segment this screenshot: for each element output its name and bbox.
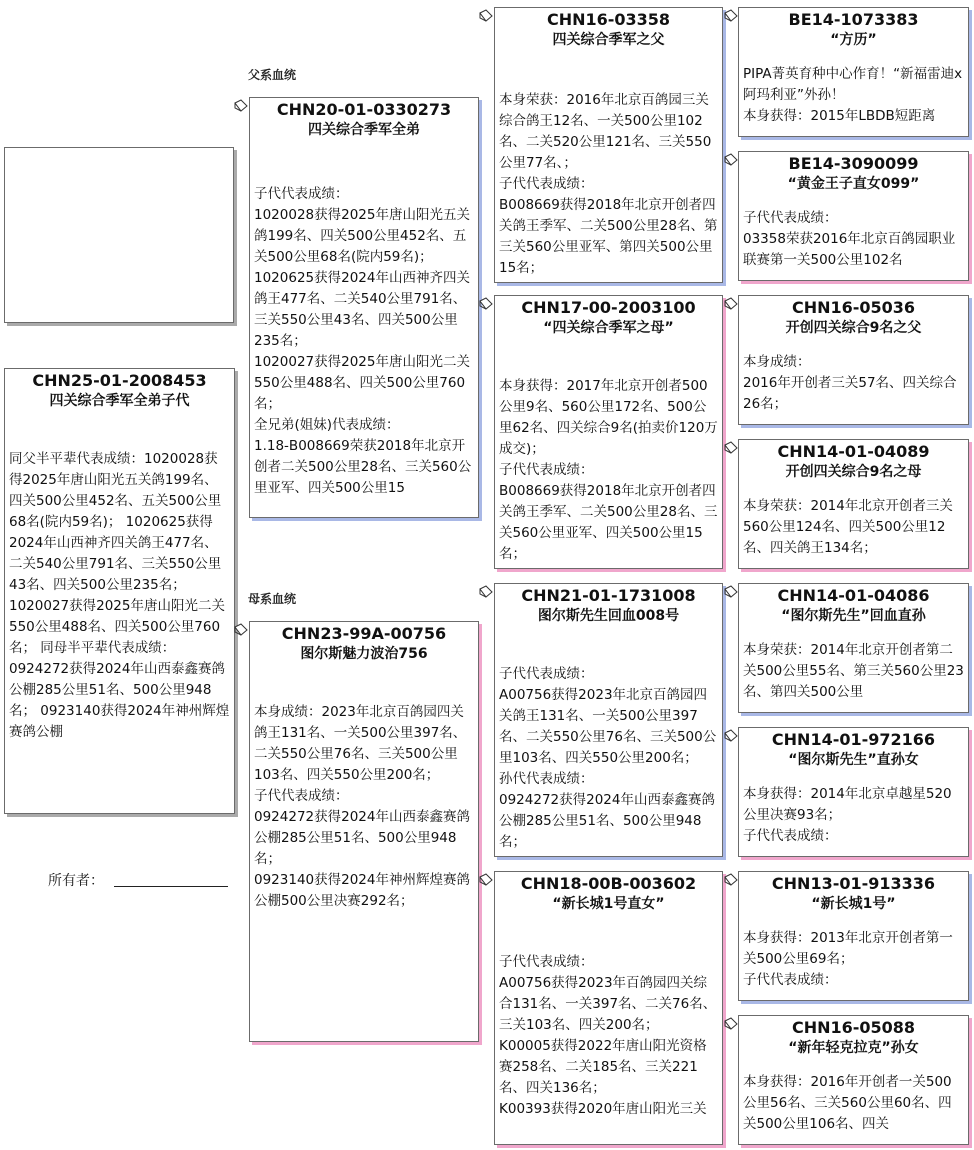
ring-number: CHN13-01-913336: [771, 874, 936, 893]
ring-number: CHN21-01-1731008: [521, 586, 696, 605]
record-text: 子代代表成绩： 1020028获得2025年唐山阳光五关鸽199名、四关500公里452名、五关500公里68名(院内59名)； 1020625获得2024年山西神齐四关鸽王477名、二关540公里791名、三关550公里43名、四关500公里235名； 1020027获得2025年唐山阳光二关550公里488名、四关500公里760名； 全兄弟(姐妹)代表成绩： 1.18-B008669荣获2018年北京开创者二关500公里28名、三关560公里亚军、四关500公里15: [254, 186, 472, 496]
pigeon-name: 图尔斯先生回血008号: [537, 608, 680, 624]
record-text: 本身成绩： 2016年开创者三关57名、四关综合26名；: [743, 354, 957, 412]
sire-sire-card: [494, 7, 723, 283]
dam-line-label: 母系血统: [248, 592, 297, 606]
subject-card: [4, 368, 235, 814]
dss-card: [738, 583, 969, 713]
edit-icon[interactable]: [478, 873, 494, 887]
record-text: 子代代表成绩： 03358荣获2016年北京百鸽园职业联赛第一关500公里102名: [743, 210, 956, 268]
pigeon-name: 四关综合季军全弟: [308, 122, 420, 138]
ring-number: CHN23-99A-00756: [281, 624, 447, 643]
dam-card: [249, 621, 479, 1042]
ring-number: CHN14-01-972166: [771, 730, 936, 749]
owner-line: [114, 886, 228, 887]
edit-icon[interactable]: [723, 9, 739, 23]
record-text: 本身荣获：2014年北京开创者三关560公里124名、四关500公里12名、四关鸽王134名；: [743, 498, 953, 556]
photo-frame: [4, 147, 234, 323]
record-text: 本身成绩：2023年北京百鸽园四关鸽王131名、一关500公里397名、二关550公里76名、三关500公里103名、四关550公里200名； 子代代表成绩： 0924272获得2024年山西泰鑫赛鸽公棚285公里51名、500公里948名； 0923140获得2024年神州辉煌赛鸽公棚500公里决赛292名；: [254, 704, 470, 909]
ring-number: CHN16-05088: [791, 1018, 916, 1037]
ring-number: CHN16-03358: [546, 10, 671, 29]
ring-number: CHN14-01-04086: [777, 586, 930, 605]
ssd-card: [738, 151, 969, 281]
owner-label: 所有者：: [48, 873, 104, 889]
pigeon-name: 图尔斯魅力波治756: [300, 646, 428, 662]
ring-number: CHN20-01-0330273: [276, 100, 452, 119]
pigeon-name: “新长城1号”: [811, 896, 896, 912]
record-text: 本身荣获：2014年北京开创者第二关500公里55名、第三关560公里23名、第四关500公里: [743, 642, 964, 700]
pigeon-name: “黄金王子直女099”: [787, 176, 920, 192]
pigeon-name: “四关综合季军之母”: [543, 320, 674, 336]
sdd-card: [738, 439, 969, 569]
edit-icon[interactable]: [723, 1017, 739, 1031]
pigeon-name: 四关综合季军全弟子代: [49, 393, 190, 409]
edit-icon[interactable]: [723, 585, 739, 599]
sire-card: [249, 97, 479, 518]
ring-number: CHN18-00B-003602: [520, 874, 697, 893]
edit-icon[interactable]: [233, 623, 249, 637]
edit-icon[interactable]: [478, 585, 494, 599]
sss-card: [738, 7, 969, 137]
record-text: 本身获得：2013年北京开创者第一关500公里69名； 子代代表成绩：: [743, 930, 953, 988]
ring-number: BE14-1073383: [788, 10, 919, 29]
pigeon-name: “图尔斯先生”直孙女: [788, 752, 919, 768]
record-text: 本身获得：2016年开创者一关500公里56名、三关560公里60名、四关500公里106名、四关: [743, 1074, 952, 1132]
edit-icon[interactable]: [723, 729, 739, 743]
sire-line-label: 父系血统: [248, 68, 297, 82]
dsd-card: [738, 727, 969, 857]
record-text: 子代代表成绩： A00756获得2023年北京百鸽园四关鸽王131名、一关500公里397名、二关550公里76名、三关500公里103名、四关550公里200名； 孙代代表成绩： 0924272获得2024年山西泰鑫赛鸽公棚285公里51名、500公里948名；: [499, 666, 717, 850]
edit-icon[interactable]: [723, 297, 739, 311]
dam-sire-card: [494, 583, 723, 857]
pigeon-name: “图尔斯先生”回血直孙: [781, 608, 926, 624]
edit-icon[interactable]: [723, 153, 739, 167]
sds-card: [738, 295, 969, 425]
pigeon-name: 开创四关综合9名之母: [785, 464, 922, 480]
ring-number: CHN25-01-2008453: [32, 371, 207, 390]
ring-number: CHN17-00-2003100: [521, 298, 696, 317]
edit-icon[interactable]: [478, 297, 494, 311]
ring-number: CHN16-05036: [791, 298, 916, 317]
pigeon-name: 开创四关综合9名之父: [785, 320, 922, 336]
record-text: PIPA菁英育种中心作育！“新福雷迪x阿玛利亚”外孙！ 本身获得：2015年LBDB短距离: [743, 66, 963, 124]
ring-number: BE14-3090099: [788, 154, 919, 173]
record-text: 本身获得：2017年北京开创者500公里9名、560公里172名、500公里62名、四关综合9名(拍卖价120万成交)； 子代代表成绩： B008669获得2018年北京开创者四关鸽王季军、二关500公里28名、三关560公里亚军、四关500公里15名；: [499, 378, 718, 562]
edit-icon[interactable]: [233, 99, 249, 113]
sire-dam-card: [494, 295, 723, 569]
pigeon-name: 四关综合季军之父: [552, 32, 665, 48]
edit-icon[interactable]: [478, 9, 494, 23]
record-text: 本身获得：2014年北京卓越星520公里决赛93名； 子代代表成绩：: [743, 786, 952, 844]
dam-dam-card: [494, 871, 723, 1145]
edit-icon[interactable]: [723, 873, 739, 887]
edit-icon[interactable]: [723, 441, 739, 455]
record-text: 本身荣获：2016年北京百鸽园三关综合鸽王12名、一关500公里102名、二关520公里121名、三关550公里77名、； 子代代表成绩： B008669获得2018年北京开创者四关鸽王季军、二关500公里28名、第三关560公里亚军、第四关500公里15名；: [499, 92, 718, 276]
ddd-card: [738, 1015, 969, 1145]
pigeon-name: “新年轻克拉克”孙女: [788, 1040, 919, 1056]
pigeon-name: “新长城1号直女”: [552, 896, 665, 912]
ring-number: CHN14-01-04089: [777, 442, 930, 461]
record-text: 同父半平辈代表成绩：1020028获得2025年唐山阳光五关鸽199名、四关500公里452名、五关500公里68名(院内59名)； 1020625获得2024年山西神齐四关鸽王477名、二关540公里791名、三关550公里43名、四关500公里235名；1020027获得2025年唐山阳光二关550公里488名、四关500公里760名； 同母半平辈代表成绩： 0924272获得2024年山西泰鑫赛鸽公棚285公里51名、500公里948名； 0923140获得2024年神州辉煌赛鸽公棚: [9, 451, 230, 740]
dds-card: [738, 871, 969, 1001]
record-text: 子代代表成绩： A00756获得2023年百鸽园四关综合131名、一关397名、二关76名、三关103名、四关200名； K00005获得2022年唐山阳光资格赛258名、二关185名、三关221名、四关136名； K00393获得2020年唐山阳光三关: [499, 954, 717, 1117]
pigeon-name: “方历”: [830, 32, 877, 48]
